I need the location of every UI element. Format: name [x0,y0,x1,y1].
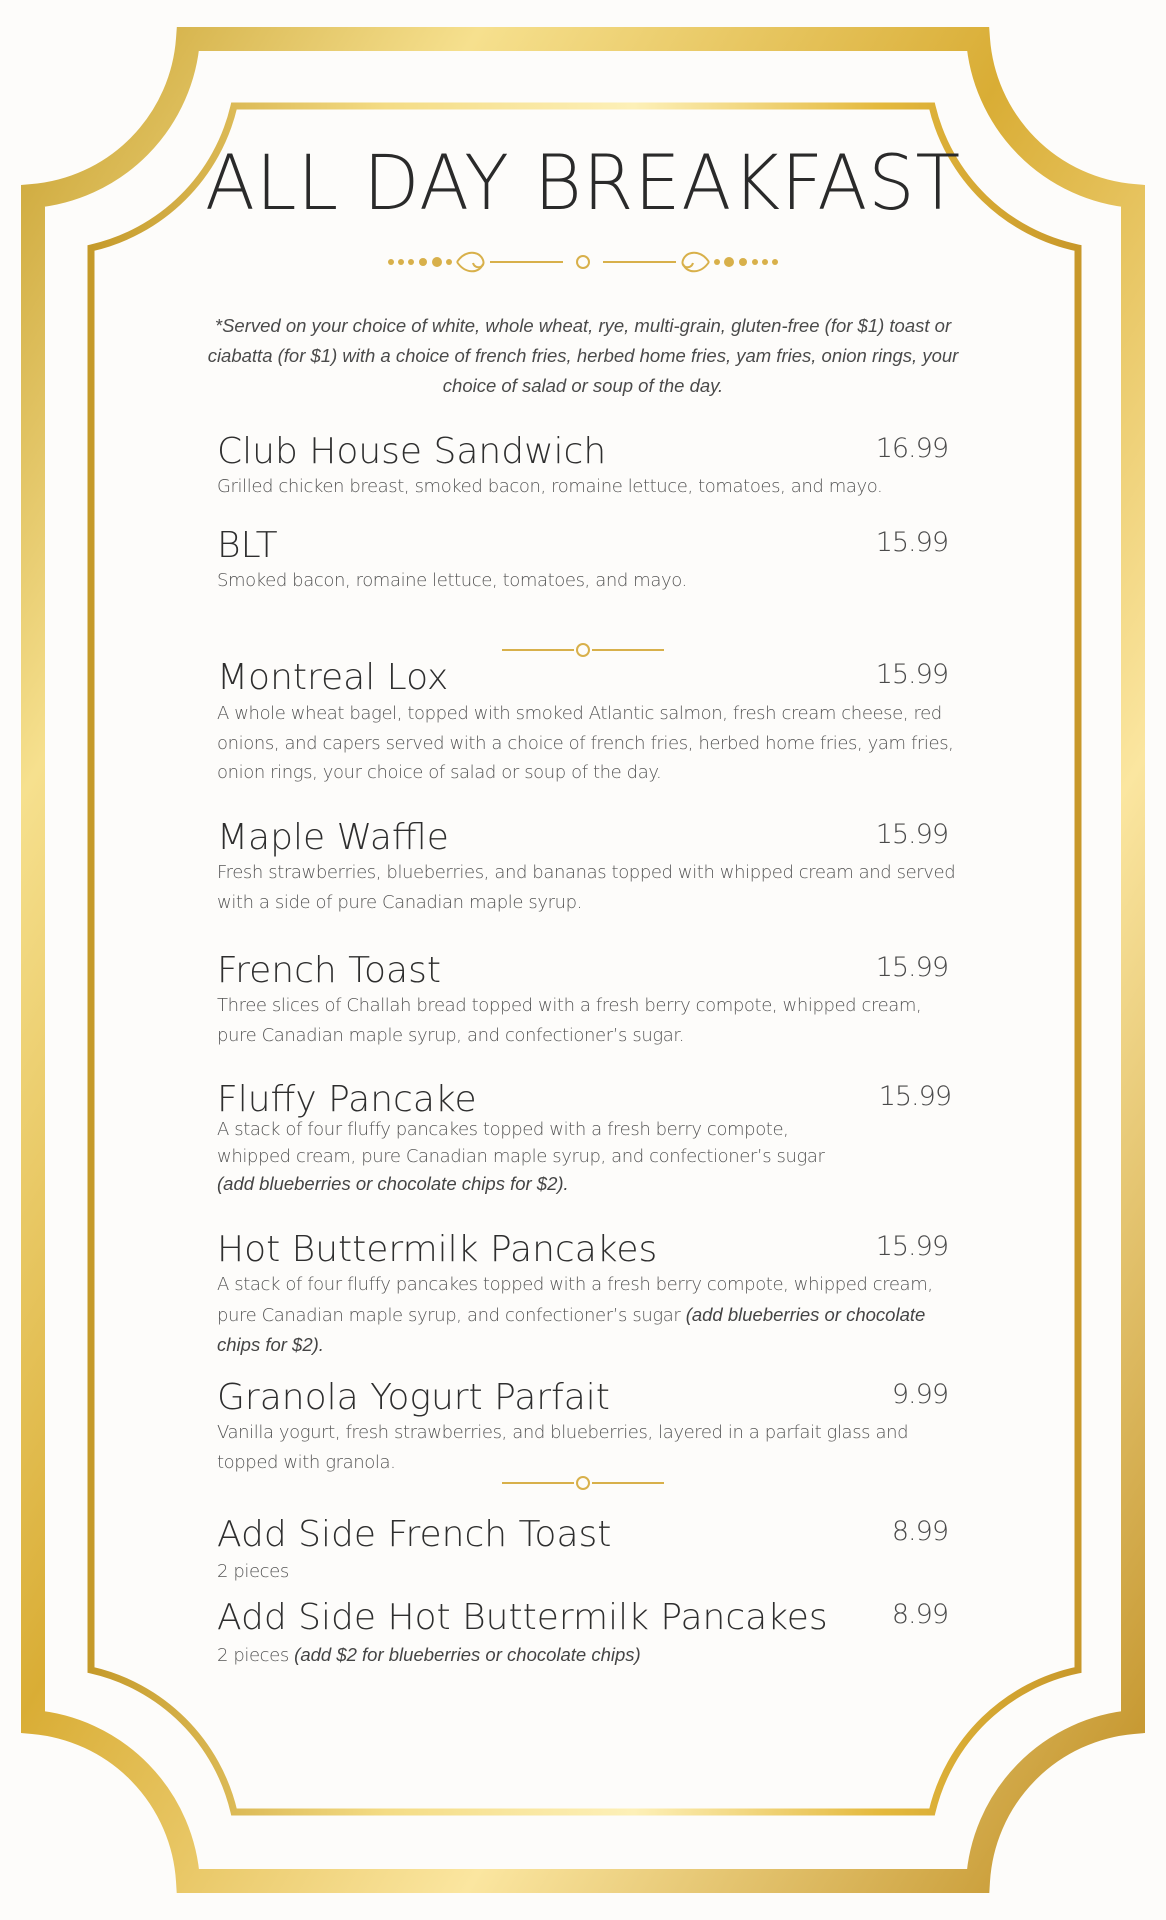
item-desc-text: Fresh strawberries, blueberries, and bananas topped with whipped cream and served with a side of pure Canadian maple syrup. [217,862,956,913]
item-description [217,566,957,596]
item-price: 15.99 [875,952,948,983]
serving-note: *Served on your choice of white, whole wheat, rye, multi-grain, gluten-free (for $1) toast or ciabatta (for $1) with a choice of french fries, herbed home fries, yam fries, onion rings, your choice of salad or soup of the day. [207,315,959,396]
item-name: Club House Sandwich [217,431,607,472]
item-name: Montreal Lox [217,657,449,698]
item-description [217,472,957,502]
item-desc-text: Three slices of Challah bread topped with a fresh berry compote, whipped cream, pure Canadian maple syrup, and confectioner’s sugar. [217,995,922,1046]
item-name: Add Side French Toast [217,1514,612,1555]
item-desc-text: Grilled chicken breast, smoked bacon, romaine lettuce, tomatoes, and mayo. [217,476,883,497]
item-name: Add Side Hot Buttermilk Pancakes [217,1597,828,1638]
item-price: 16.99 [875,433,948,464]
item-desc-text: Smoked bacon, romaine lettuce, tomatoes, and mayo. [217,570,687,591]
item-name: BLT [217,525,278,566]
item-description [217,1116,857,1198]
item-description [217,1640,957,1671]
item-note: (add blueberries or chocolate chips for $2). [217,1173,569,1194]
item-description [217,858,957,917]
item-price: 15.99 [875,527,948,558]
item-description [217,991,957,1050]
item-price: 15.99 [875,1231,948,1262]
item-desc-text: A stack of four fluffy pancakes topped with a fresh berry compote, whipped cream, pure Canadian maple syrup, and confectioner’s sugar [217,1274,933,1326]
item-price: 15.99 [875,819,948,850]
ornament-divider [385,248,781,276]
item-name: Maple Waffle [217,817,449,858]
item-description [217,1557,957,1587]
ornament-divider [502,640,664,660]
item-note: (add blueberries or chocolate chips for $2). [217,1303,926,1355]
item-desc-text: A stack of four fluffy pancakes topped with a fresh berry compote, whipped cream, pure Canadian maple syrup, and confectioner’s sugar [217,1119,825,1167]
item-desc-text: Vanilla yogurt, fresh strawberries, and blueberries, layered in a parfait glass and topped with granola. [217,1422,909,1473]
item-price: 9.99 [891,1379,948,1410]
item-price: 8.99 [891,1599,948,1630]
item-price: 15.99 [875,659,948,690]
item-desc-text: A whole wheat bagel, topped with smoked Atlantic salmon, fresh cream cheese, red onions, and capers served with a choice of french fries, herbed home fries, yam fries, onion rings, your choice of salad or soup of the day. [217,703,954,783]
menu-title: ALL DAY BREAKFAST [204,138,962,227]
item-name: French Toast [217,950,441,991]
item-name: Fluffy Pancake [217,1079,477,1120]
item-name: Granola Yogurt Parfait [217,1377,610,1418]
item-name: Hot Buttermilk Pancakes [217,1229,658,1270]
ornament-divider [502,1473,664,1493]
item-price: 15.99 [878,1081,951,1112]
item-note: (add $2 for blueberries or chocolate chips) [294,1644,641,1665]
item-desc-text: 2 pieces [217,1645,295,1666]
item-description [217,699,957,788]
item-desc-text: 2 pieces [217,1561,289,1582]
item-description [217,1418,957,1477]
item-price: 8.99 [891,1516,948,1547]
item-description [217,1270,947,1361]
